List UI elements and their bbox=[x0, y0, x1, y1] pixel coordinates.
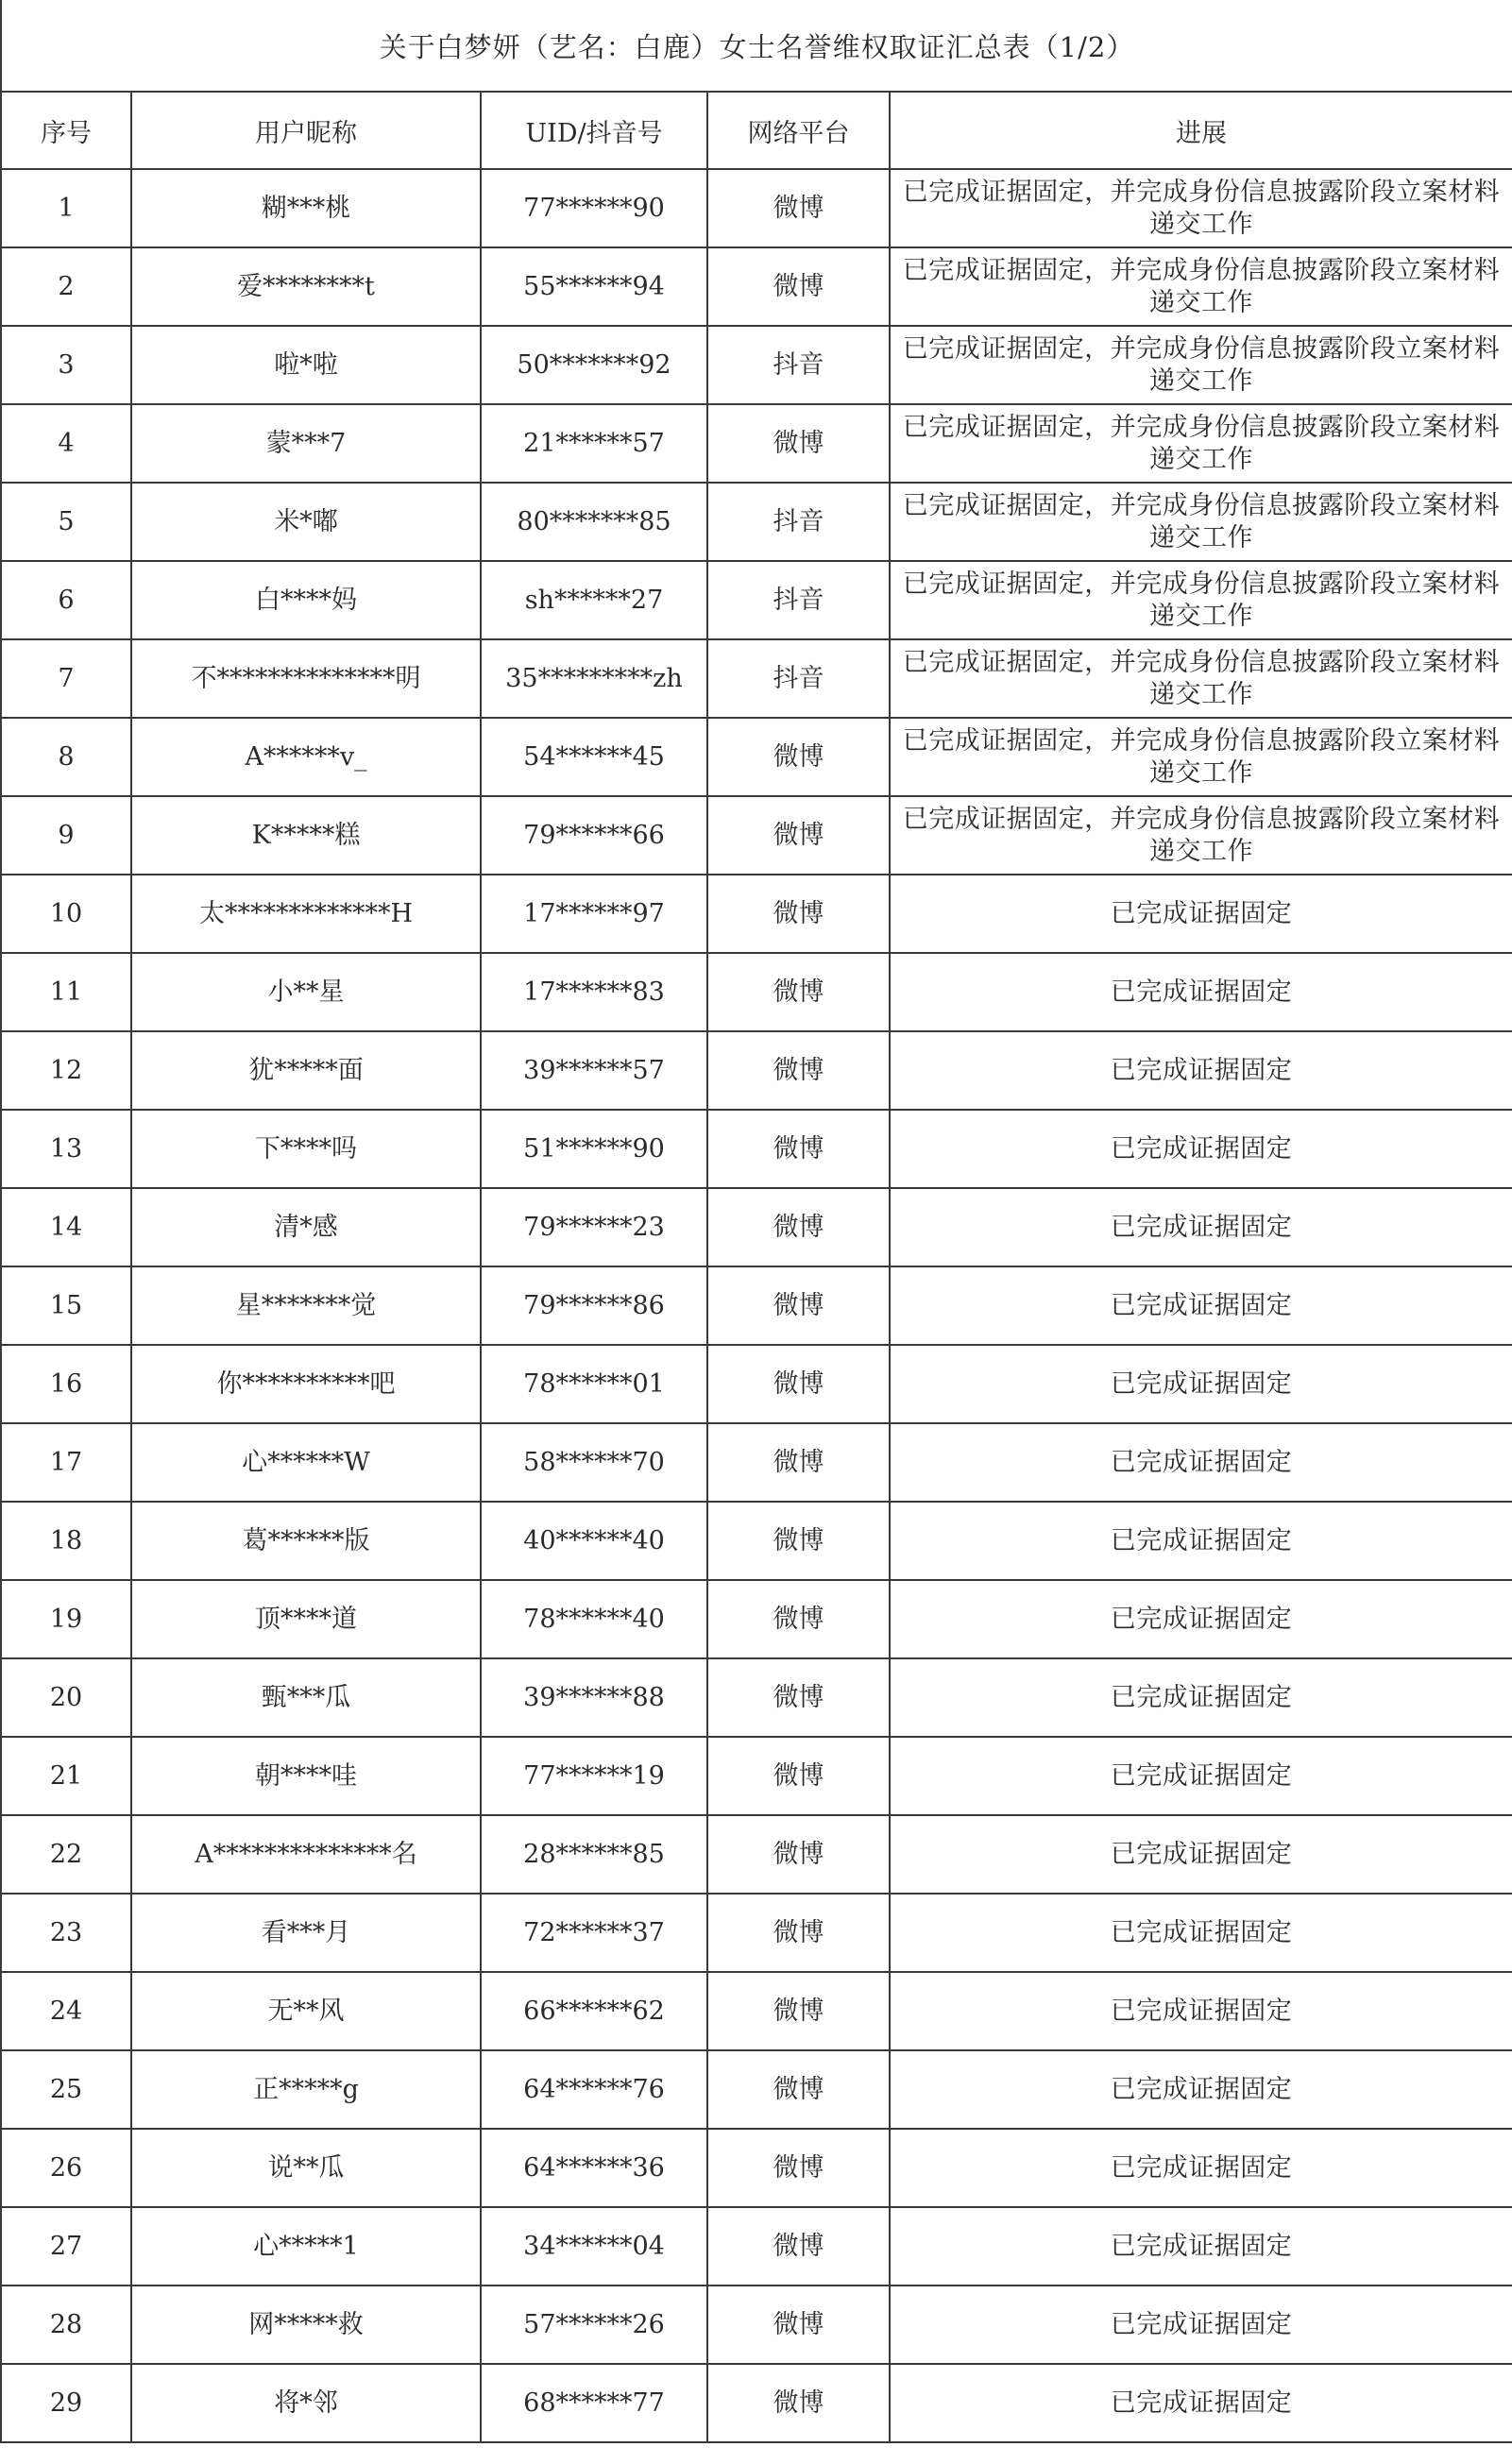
row-uid: 35*********zh bbox=[481, 639, 707, 718]
row-index: 24 bbox=[1, 1972, 131, 2050]
row-progress: 已完成证据固定，并完成身份信息披露阶段立案材料递交工作 bbox=[890, 718, 1512, 796]
row-uid: 28******85 bbox=[481, 1815, 707, 1894]
row-nickname: 啦*啦 bbox=[131, 326, 481, 404]
table-row bbox=[1, 2129, 1512, 2207]
table-row bbox=[1, 953, 1512, 1031]
table-row bbox=[1, 1031, 1512, 1110]
table-row bbox=[1, 1580, 1512, 1658]
row-index: 2 bbox=[1, 247, 131, 326]
row-nickname: A******v_ bbox=[131, 718, 481, 796]
table-row bbox=[1, 326, 1512, 404]
row-uid: 17******97 bbox=[481, 875, 707, 953]
row-platform: 抖音 bbox=[707, 483, 890, 561]
row-nickname: 不**************明 bbox=[131, 639, 481, 718]
row-progress: 已完成证据固定 bbox=[890, 2364, 1512, 2442]
table-row bbox=[1, 1266, 1512, 1345]
row-index: 26 bbox=[1, 2129, 131, 2207]
row-progress: 已完成证据固定 bbox=[890, 1580, 1512, 1658]
row-progress: 已完成证据固定 bbox=[890, 2129, 1512, 2207]
row-index: 22 bbox=[1, 1815, 131, 1894]
row-uid: 58******70 bbox=[481, 1423, 707, 1502]
row-nickname: A**************名 bbox=[131, 1815, 481, 1894]
row-progress: 已完成证据固定 bbox=[890, 1110, 1512, 1188]
row-uid: sh******27 bbox=[481, 561, 707, 639]
row-uid: 79******66 bbox=[481, 796, 707, 875]
row-progress: 已完成证据固定 bbox=[890, 1972, 1512, 2050]
row-uid: 21******57 bbox=[481, 404, 707, 483]
row-progress: 已完成证据固定，并完成身份信息披露阶段立案材料递交工作 bbox=[890, 639, 1512, 718]
row-index: 16 bbox=[1, 1345, 131, 1423]
row-platform: 微博 bbox=[707, 1345, 890, 1423]
row-uid: 68******77 bbox=[481, 2364, 707, 2442]
row-nickname: K*****糕 bbox=[131, 796, 481, 875]
row-index: 29 bbox=[1, 2364, 131, 2442]
table-title: 关于白梦妍（艺名：白鹿）女士名誉维权取证汇总表（1/2） bbox=[1, 0, 1512, 92]
table-row bbox=[1, 718, 1512, 796]
row-index: 6 bbox=[1, 561, 131, 639]
row-platform: 微博 bbox=[707, 1188, 890, 1266]
row-index: 28 bbox=[1, 2286, 131, 2364]
row-index: 14 bbox=[1, 1188, 131, 1266]
row-index: 13 bbox=[1, 1110, 131, 1188]
row-progress: 已完成证据固定 bbox=[890, 1658, 1512, 1737]
row-nickname: 说**瓜 bbox=[131, 2129, 481, 2207]
row-index: 11 bbox=[1, 953, 131, 1031]
table-row bbox=[1, 1894, 1512, 1972]
row-nickname: 白****妈 bbox=[131, 561, 481, 639]
row-progress: 已完成证据固定，并完成身份信息披露阶段立案材料递交工作 bbox=[890, 326, 1512, 404]
table-row bbox=[1, 247, 1512, 326]
header-progress: 进展 bbox=[890, 92, 1512, 169]
row-platform: 微博 bbox=[707, 1502, 890, 1580]
table-row bbox=[1, 1110, 1512, 1188]
row-uid: 77******19 bbox=[481, 1737, 707, 1815]
row-index: 7 bbox=[1, 639, 131, 718]
row-progress: 已完成证据固定 bbox=[890, 1423, 1512, 1502]
row-nickname: 心*****1 bbox=[131, 2207, 481, 2286]
row-nickname: 顶****道 bbox=[131, 1580, 481, 1658]
row-progress: 已完成证据固定 bbox=[890, 1894, 1512, 1972]
row-nickname: 星*******觉 bbox=[131, 1266, 481, 1345]
row-uid: 34******04 bbox=[481, 2207, 707, 2286]
row-platform: 微博 bbox=[707, 1815, 890, 1894]
row-uid: 72******37 bbox=[481, 1894, 707, 1972]
table-row bbox=[1, 1502, 1512, 1580]
row-uid: 64******76 bbox=[481, 2050, 707, 2129]
table-row bbox=[1, 639, 1512, 718]
table-row bbox=[1, 404, 1512, 483]
row-nickname: 小**星 bbox=[131, 953, 481, 1031]
row-uid: 40******40 bbox=[481, 1502, 707, 1580]
table-row bbox=[1, 1423, 1512, 1502]
row-index: 23 bbox=[1, 1894, 131, 1972]
row-uid: 39******88 bbox=[481, 1658, 707, 1737]
row-uid: 54******45 bbox=[481, 718, 707, 796]
row-index: 17 bbox=[1, 1423, 131, 1502]
table-row bbox=[1, 1345, 1512, 1423]
row-progress: 已完成证据固定，并完成身份信息披露阶段立案材料递交工作 bbox=[890, 483, 1512, 561]
row-platform: 微博 bbox=[707, 1110, 890, 1188]
table-row bbox=[1, 1658, 1512, 1737]
table-row bbox=[1, 561, 1512, 639]
row-nickname: 爱********t bbox=[131, 247, 481, 326]
row-platform: 微博 bbox=[707, 1031, 890, 1110]
row-platform: 微博 bbox=[707, 1423, 890, 1502]
header-platform: 网络平台 bbox=[707, 92, 890, 169]
table-row bbox=[1, 1737, 1512, 1815]
row-uid: 51******90 bbox=[481, 1110, 707, 1188]
row-platform: 微博 bbox=[707, 718, 890, 796]
row-nickname: 看***月 bbox=[131, 1894, 481, 1972]
row-index: 5 bbox=[1, 483, 131, 561]
row-uid: 55******94 bbox=[481, 247, 707, 326]
table-row bbox=[1, 1815, 1512, 1894]
row-index: 27 bbox=[1, 2207, 131, 2286]
row-platform: 微博 bbox=[707, 247, 890, 326]
row-uid: 57******26 bbox=[481, 2286, 707, 2364]
row-platform: 微博 bbox=[707, 2050, 890, 2129]
row-nickname: 朝****哇 bbox=[131, 1737, 481, 1815]
row-progress: 已完成证据固定 bbox=[890, 1266, 1512, 1345]
row-progress: 已完成证据固定 bbox=[890, 1737, 1512, 1815]
row-platform: 微博 bbox=[707, 2286, 890, 2364]
row-nickname: 网*****救 bbox=[131, 2286, 481, 2364]
row-progress: 已完成证据固定，并完成身份信息披露阶段立案材料递交工作 bbox=[890, 796, 1512, 875]
row-platform: 微博 bbox=[707, 1658, 890, 1737]
row-progress: 已完成证据固定 bbox=[890, 1502, 1512, 1580]
table-row bbox=[1, 1188, 1512, 1266]
row-nickname: 将*邻 bbox=[131, 2364, 481, 2442]
table-row bbox=[1, 2207, 1512, 2286]
row-platform: 微博 bbox=[707, 1894, 890, 1972]
row-progress: 已完成证据固定，并完成身份信息披露阶段立案材料递交工作 bbox=[890, 561, 1512, 639]
table-row bbox=[1, 483, 1512, 561]
row-platform: 微博 bbox=[707, 796, 890, 875]
table-row bbox=[1, 875, 1512, 953]
row-nickname: 下****吗 bbox=[131, 1110, 481, 1188]
row-progress: 已完成证据固定 bbox=[890, 2286, 1512, 2364]
row-index: 20 bbox=[1, 1658, 131, 1737]
row-index: 8 bbox=[1, 718, 131, 796]
table-row bbox=[1, 2364, 1512, 2442]
row-nickname: 你**********吧 bbox=[131, 1345, 481, 1423]
row-progress: 已完成证据固定 bbox=[890, 1188, 1512, 1266]
row-uid: 79******86 bbox=[481, 1266, 707, 1345]
table-row bbox=[1, 1972, 1512, 2050]
row-platform: 微博 bbox=[707, 2207, 890, 2286]
row-uid: 66******62 bbox=[481, 1972, 707, 2050]
row-progress: 已完成证据固定，并完成身份信息披露阶段立案材料递交工作 bbox=[890, 169, 1512, 247]
row-progress: 已完成证据固定，并完成身份信息披露阶段立案材料递交工作 bbox=[890, 404, 1512, 483]
row-platform: 微博 bbox=[707, 1266, 890, 1345]
row-nickname: 无**风 bbox=[131, 1972, 481, 2050]
row-uid: 79******23 bbox=[481, 1188, 707, 1266]
row-platform: 抖音 bbox=[707, 326, 890, 404]
row-uid: 80*******85 bbox=[481, 483, 707, 561]
row-platform: 微博 bbox=[707, 2129, 890, 2207]
row-progress: 已完成证据固定 bbox=[890, 1345, 1512, 1423]
row-index: 15 bbox=[1, 1266, 131, 1345]
row-uid: 64******36 bbox=[481, 2129, 707, 2207]
row-nickname: 正*****g bbox=[131, 2050, 481, 2129]
row-index: 12 bbox=[1, 1031, 131, 1110]
row-uid: 78******40 bbox=[481, 1580, 707, 1658]
row-nickname: 糊***桃 bbox=[131, 169, 481, 247]
row-index: 3 bbox=[1, 326, 131, 404]
row-index: 18 bbox=[1, 1502, 131, 1580]
row-progress: 已完成证据固定 bbox=[890, 875, 1512, 953]
row-nickname: 太*************H bbox=[131, 875, 481, 953]
table-body bbox=[1, 169, 1512, 2442]
row-index: 19 bbox=[1, 1580, 131, 1658]
row-platform: 微博 bbox=[707, 953, 890, 1031]
row-platform: 抖音 bbox=[707, 561, 890, 639]
row-nickname: 犹*****面 bbox=[131, 1031, 481, 1110]
row-index: 4 bbox=[1, 404, 131, 483]
row-nickname: 清*感 bbox=[131, 1188, 481, 1266]
row-platform: 微博 bbox=[707, 2364, 890, 2442]
row-nickname: 米*嘟 bbox=[131, 483, 481, 561]
row-platform: 微博 bbox=[707, 169, 890, 247]
row-index: 25 bbox=[1, 2050, 131, 2129]
row-platform: 微博 bbox=[707, 875, 890, 953]
table-row bbox=[1, 2286, 1512, 2364]
row-progress: 已完成证据固定 bbox=[890, 1815, 1512, 1894]
header-index: 序号 bbox=[1, 92, 131, 169]
row-nickname: 甄***瓜 bbox=[131, 1658, 481, 1737]
row-uid: 78******01 bbox=[481, 1345, 707, 1423]
title-row bbox=[1, 0, 1512, 92]
row-progress: 已完成证据固定，并完成身份信息披露阶段立案材料递交工作 bbox=[890, 247, 1512, 326]
row-nickname: 心******W bbox=[131, 1423, 481, 1502]
table-row bbox=[1, 169, 1512, 247]
row-progress: 已完成证据固定 bbox=[890, 953, 1512, 1031]
row-uid: 39******57 bbox=[481, 1031, 707, 1110]
row-index: 21 bbox=[1, 1737, 131, 1815]
row-nickname: 蒙***7 bbox=[131, 404, 481, 483]
row-uid: 77******90 bbox=[481, 169, 707, 247]
row-progress: 已完成证据固定 bbox=[890, 2050, 1512, 2129]
table-row bbox=[1, 2050, 1512, 2129]
row-uid: 17******83 bbox=[481, 953, 707, 1031]
header-nickname: 用户昵称 bbox=[131, 92, 481, 169]
table-row bbox=[1, 796, 1512, 875]
row-platform: 抖音 bbox=[707, 639, 890, 718]
row-index: 1 bbox=[1, 169, 131, 247]
row-progress: 已完成证据固定 bbox=[890, 2207, 1512, 2286]
row-platform: 微博 bbox=[707, 1737, 890, 1815]
header-uid: UID/抖音号 bbox=[481, 92, 707, 169]
row-uid: 50*******92 bbox=[481, 326, 707, 404]
row-index: 10 bbox=[1, 875, 131, 953]
row-nickname: 葛******版 bbox=[131, 1502, 481, 1580]
header-row bbox=[1, 92, 1512, 169]
row-progress: 已完成证据固定 bbox=[890, 1031, 1512, 1110]
row-platform: 微博 bbox=[707, 1972, 890, 2050]
row-platform: 微博 bbox=[707, 1580, 890, 1658]
row-platform: 微博 bbox=[707, 404, 890, 483]
row-index: 9 bbox=[1, 796, 131, 875]
